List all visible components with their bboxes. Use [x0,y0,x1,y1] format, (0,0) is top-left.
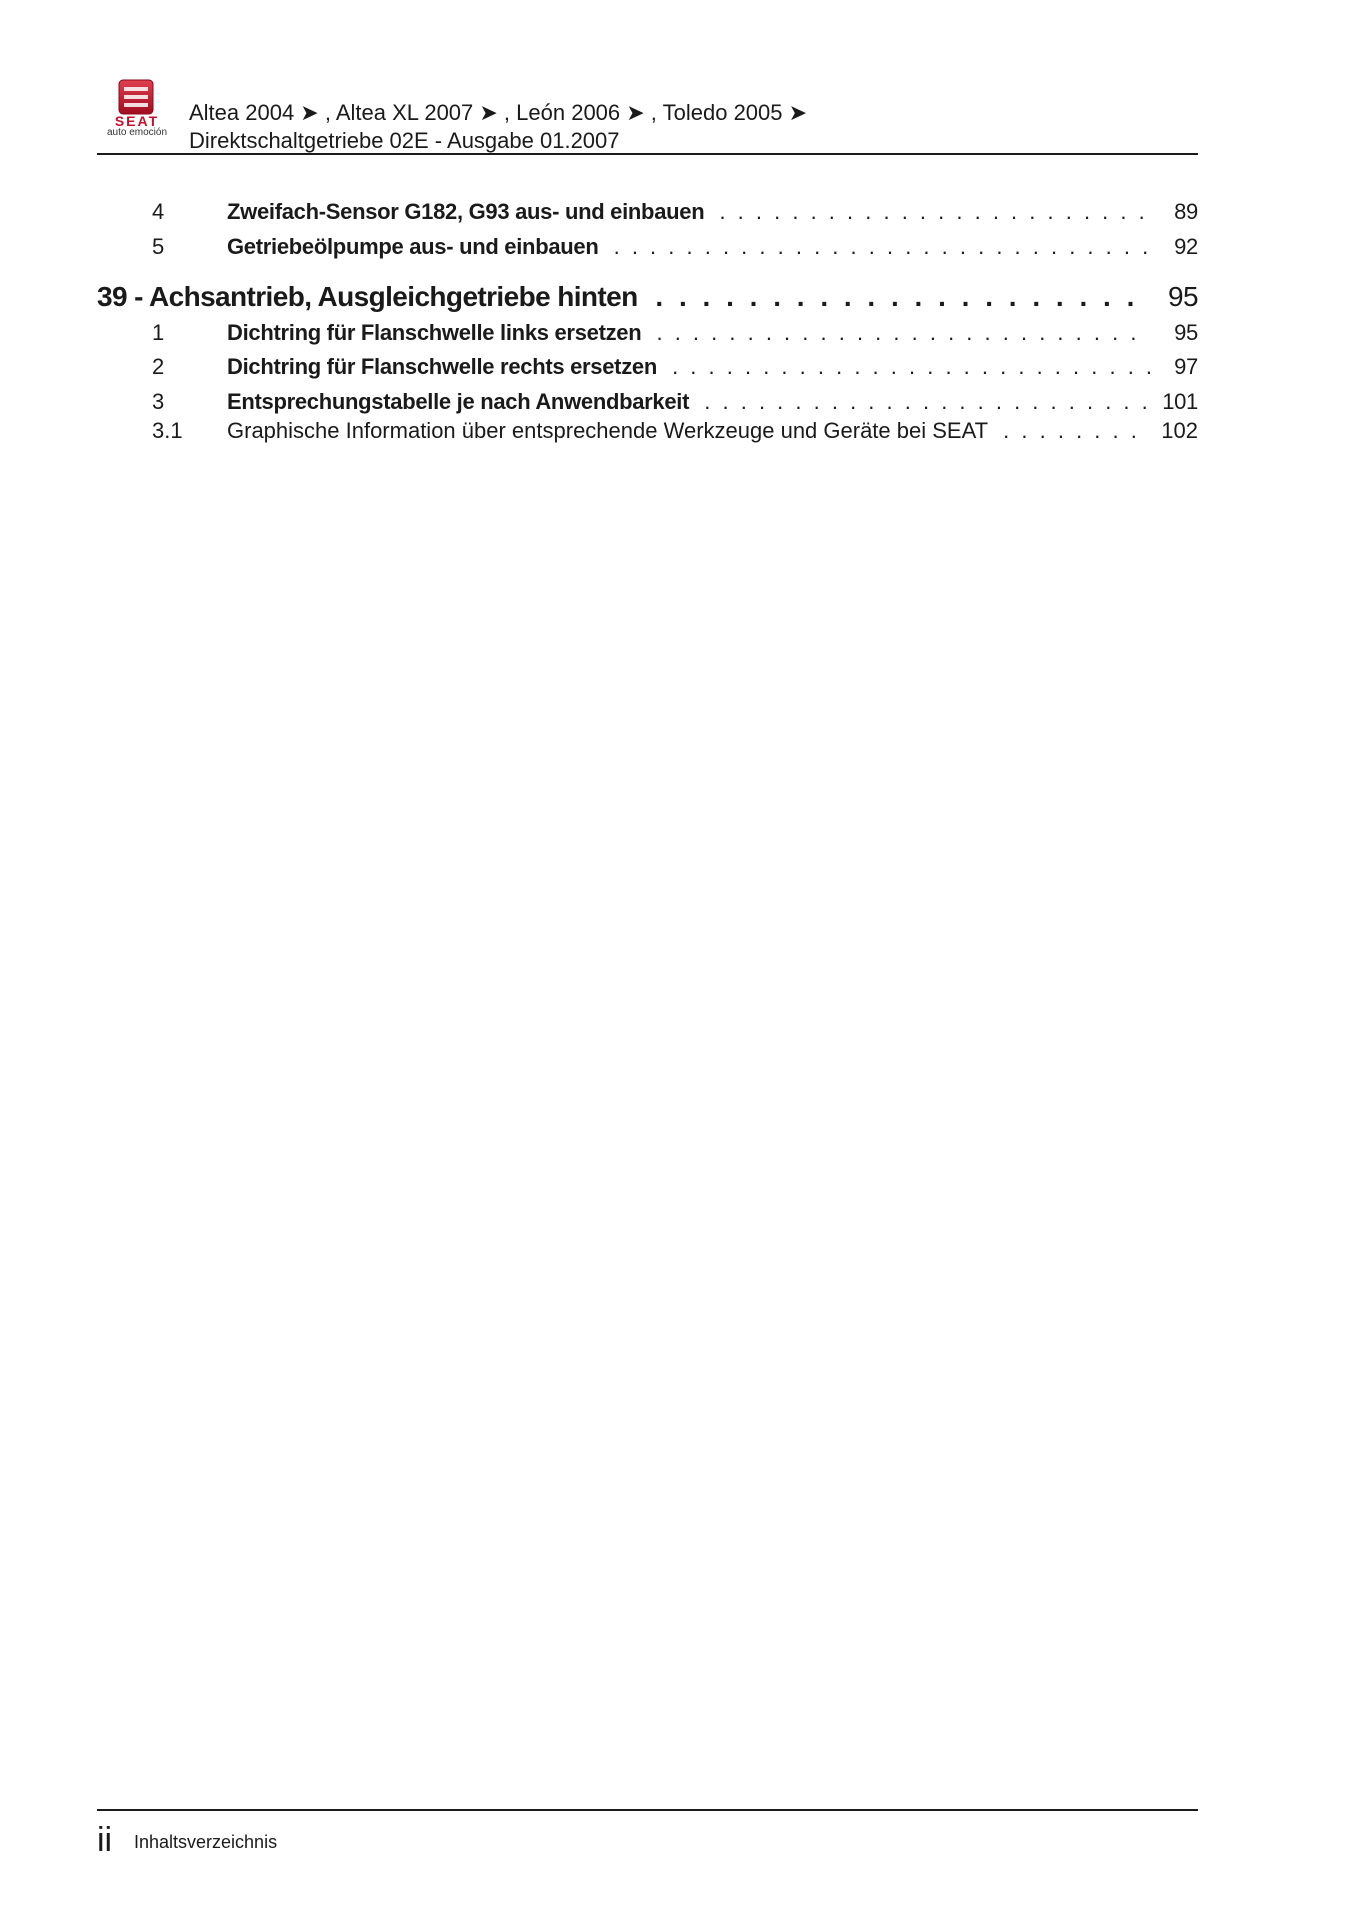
toc-chapter-title: 39 - Achsantrieb, Ausgleichgetriebe hinten . . . [97,279,1144,315]
seat-emblem-icon [117,78,155,116]
toc-entry-number: 5 [152,234,164,259]
toc-entry-number: 3 [152,389,164,414]
toc-entry-number: 4 [152,199,164,224]
footer-page-number: ii [97,1821,113,1859]
footer-rule [97,1809,1198,1811]
seat-logo [97,78,177,136]
toc-entry[interactable] [97,232,1198,262]
toc-entry-page: 95 [1174,320,1198,345]
toc-entry-title: Graphische Information über entsprechende Werkzeuge und Geräte bei SEAT . . . [227,416,1150,446]
toc-entry[interactable] [97,352,1198,382]
toc-chapter-entry[interactable] [97,279,1198,315]
footer-section-label: Inhaltsverzeichnis [134,1832,278,1852]
toc-entry-page: 102 [1161,418,1198,443]
header-rule [97,153,1198,155]
toc-chapter-page: 95 [1168,281,1198,312]
toc-entry-page: 92 [1174,234,1198,259]
toc-entry-number: 1 [152,320,164,345]
toc-entry-page: 97 [1174,354,1198,379]
toc-entry[interactable] [97,416,1198,446]
header-subtitle: Direktschaltgetriebe 02E - Ausgabe 01.2007 [189,128,620,153]
header-models: Altea 2004 ➤ , Altea XL 2007 ➤ , León 2006 ➤ , Toledo 2005 ➤ [189,100,808,125]
seat-tagline: auto emoción [106,127,168,138]
toc-entry-title: Getriebeölpumpe aus- und einbauen . . . [227,232,1150,262]
toc-entry-page: 89 [1174,199,1198,224]
toc-entry-page: 101 [1162,389,1198,414]
toc-entry[interactable] [97,197,1198,227]
toc-entry-title: Zweifach-Sensor G182, G93 aus- und einbauen . . . [227,197,1150,227]
toc-entry-title: Dichtring für Flanschwelle links ersetzen . . . [227,318,1150,348]
toc-entry-number: 2 [152,354,164,379]
toc-entry-title: Entsprechungstabelle je nach Anwendbarkeit . . . [227,387,1150,417]
toc-entry-title: Dichtring für Flanschwelle rechts ersetzen . . . [227,352,1150,382]
toc-entry[interactable] [97,387,1198,417]
toc-entry[interactable] [97,318,1198,348]
toc-entry-number: 3.1 [152,418,183,443]
seat-wordmark: SEAT [114,113,160,129]
